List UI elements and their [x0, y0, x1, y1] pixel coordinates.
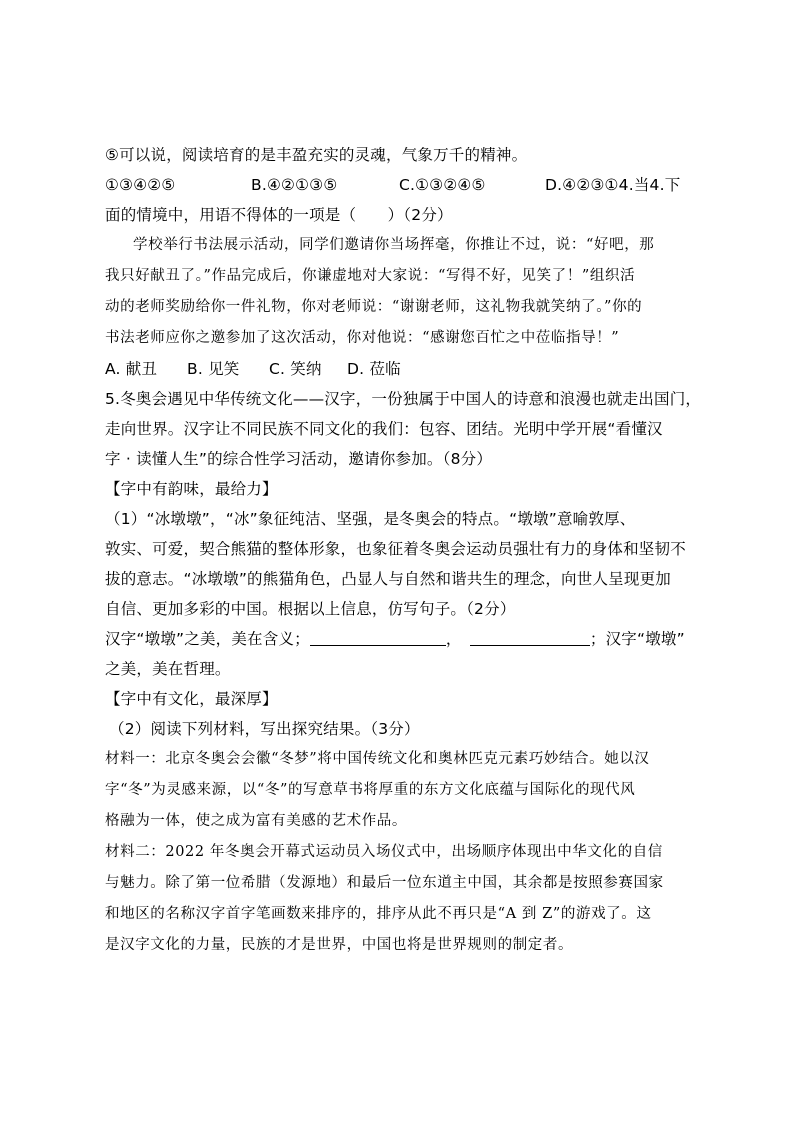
material-2-line: 与魅力。除了第一位希腊（发源地）和最后一位东道主中国，其余都是按照参赛国家 [105, 875, 664, 891]
q5-intro-line: 5.冬奥会遇见中华传统文化——汉字，一份独属于中国人的诗意和浪漫也就走出国门， [105, 390, 702, 408]
option-d: D. 莅临 [347, 360, 401, 378]
text-line: ⑤可以说，阅读培育的是丰盈充实的灵魂，气象万千的精神。 [105, 146, 528, 164]
option-b: B.④②①③⑤ [251, 176, 338, 194]
q4-options [105, 354, 695, 384]
fill-sep: ， [445, 630, 462, 648]
section-title: 【字中有韵味，最给力】 [105, 480, 278, 498]
material-1-line: 字“冬”为灵感来源，以“冬”的写意草书将厚重的东方文化底蕴与国际化的现代风 [105, 782, 636, 798]
q4-passage-line: 我只好献丑了。”作品完成后，你谦虚地对大家说：“写得不好，见笑了！”组织活 [105, 268, 636, 284]
option-d: D.④②③①4.当4.下 [545, 176, 681, 194]
fill-in-line-2: 之美，美在哲理。 [105, 660, 231, 678]
q4-passage-line: 学校举行书法展示活动，同学们邀请你当场挥毫，你推让不过，说：“好吧，那 [133, 237, 655, 253]
q5-1-line: （1）“冰墩墩”，“冰”象征纯洁、坚强，是冬奥会的特点。“墩墩”意喻敦厚、 [105, 510, 636, 528]
q5-1-line: 拔的意志。“冰墩墩”的熊猫角色，凸显人与自然和谐共生的理念，向世人呈现更加 [105, 570, 671, 588]
fill-in-line [105, 624, 695, 654]
option-b: B. 见笑 [187, 360, 240, 378]
q4-stem: 面的情境中，用语不得体的一项是（ ）（2分） [105, 206, 453, 224]
option-c: C. 笑纳 [269, 360, 322, 378]
answer-blank-1[interactable] [310, 629, 446, 646]
fill-text-2: ；汉字“墩墩” [589, 630, 685, 648]
q4-passage-line: 书法老师应你之邀参加了这次活动，你对他说：“感谢您百忙之中莅临指导！” [105, 330, 620, 346]
q5-intro-line: 字 · 读懂人生”的综合性学习活动，邀请你参加。（8分） [105, 450, 493, 468]
q3-options [105, 170, 695, 200]
material-2-line: 材料二：2022 年冬奥会开幕式运动员入场仪式中，出场顺序体现出中华文化的自信 [105, 844, 663, 860]
q4-passage-line: 动的老师奖励给你一件礼物，你对老师说：“谢谢老师，这礼物我就笑纳了。”你的 [105, 299, 643, 315]
option-c: C.①③②④⑤ [399, 176, 486, 194]
q5-2-stem: （2）阅读下列材料，写出探究结果。（3分） [109, 720, 420, 738]
material-2-line: 和地区的名称汉字首字笔画数来排序的，排序从此不再只是“A 到 Z”的游戏了。这 [105, 906, 652, 922]
q5-1-line: 自信、更加多彩的中国。根据以上信息，仿写句子。（2分） [105, 600, 516, 618]
q5-intro-line: 走向世界。汉字让不同民族不同文化的我们：包容、团结。光明中学开展“看懂汉 [105, 420, 663, 438]
material-1-line: 格融为一体，使之成为富有美感的艺术作品。 [105, 813, 407, 829]
option-a: A. 献丑 [105, 360, 158, 378]
q5-1-line: 敦实、可爱，契合熊猫的整体形象，也象征着冬奥会运动员强壮有力的身体和坚韧不 [105, 540, 686, 558]
answer-blank-2[interactable] [470, 629, 590, 646]
section-title: 【字中有文化，最深厚】 [105, 690, 278, 708]
fill-text-1: 汉字“墩墩”之美，美在含义； [105, 630, 310, 648]
material-2-line: 是汉字文化的力量，民族的才是世界，中国也将是世界规则的制定者。 [105, 937, 574, 953]
option-a: ①③④②⑤ [105, 176, 176, 194]
material-1-line: 材料一：北京冬奥会会徽“冬梦”将中国传统文化和奥林匹克元素巧妙结合。她以汉 [105, 751, 650, 767]
document-page [105, 140, 702, 961]
